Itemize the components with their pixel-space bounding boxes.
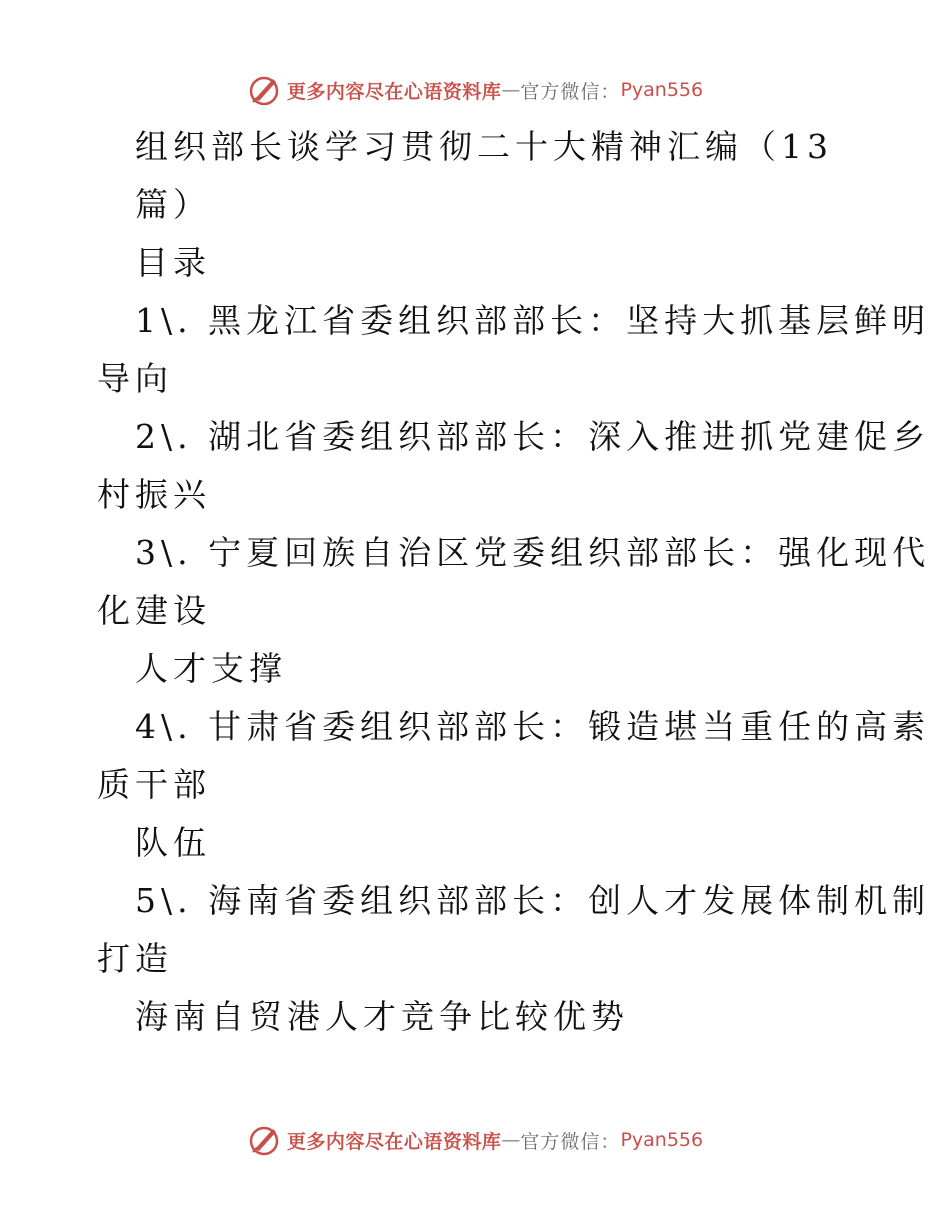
document-title-line-2: 篇） (135, 185, 211, 224)
toc-item-4-line-2: 质干部 (97, 765, 211, 804)
toc-heading: 目录 (135, 243, 211, 282)
toc-item-1-line-1: 1\. 黑龙江省委组织部部长：坚持大抓基层鲜明 (135, 301, 931, 340)
quill-logo-icon (247, 73, 281, 107)
quill-logo-icon (247, 1123, 281, 1157)
toc-item-5-line-3: 海南自贸港人才竞争比较优势 (135, 997, 629, 1036)
toc-item-1-line-2: 导向 (97, 359, 173, 398)
footer-wechat-label: 官方微信： (520, 1130, 621, 1153)
document-title-line-1: 组织部长谈学习贯彻二十大精神汇编（13 (135, 127, 833, 166)
footer-separator: — (501, 1129, 521, 1151)
toc-item-5-line-1: 5\. 海南省委组织部部长：创人才发展体制机制 (135, 881, 931, 920)
toc-item-2-line-2: 村振兴 (97, 475, 211, 514)
footer-banner (0, 1118, 950, 1162)
document-body (97, 118, 931, 1046)
toc-item-3-line-1: 3\. 宁夏回族自治区党委组织部部长：强化现代 (135, 533, 931, 572)
header-wechat-id: Pyan556 (620, 79, 704, 101)
footer-wechat-id: Pyan556 (620, 1129, 704, 1151)
header-separator: — (501, 79, 521, 101)
toc-item-4-line-1: 4\. 甘肃省委组织部部长：锻造堪当重任的高素 (135, 707, 931, 746)
toc-item-5-line-2: 打造 (97, 939, 173, 978)
toc-item-4-line-3: 队伍 (135, 823, 211, 862)
header-site-text: 更多内容尽在心语资料库 (286, 80, 502, 103)
toc-item-3-line-3: 人才支撑 (135, 649, 287, 688)
header-banner (0, 68, 950, 112)
toc-item-3-line-2: 化建设 (97, 591, 211, 630)
toc-item-2-line-1: 2\. 湖北省委组织部部长：深入推进抓党建促乡 (135, 417, 931, 456)
footer-site-text: 更多内容尽在心语资料库 (286, 1130, 502, 1153)
header-wechat-label: 官方微信： (520, 80, 621, 103)
